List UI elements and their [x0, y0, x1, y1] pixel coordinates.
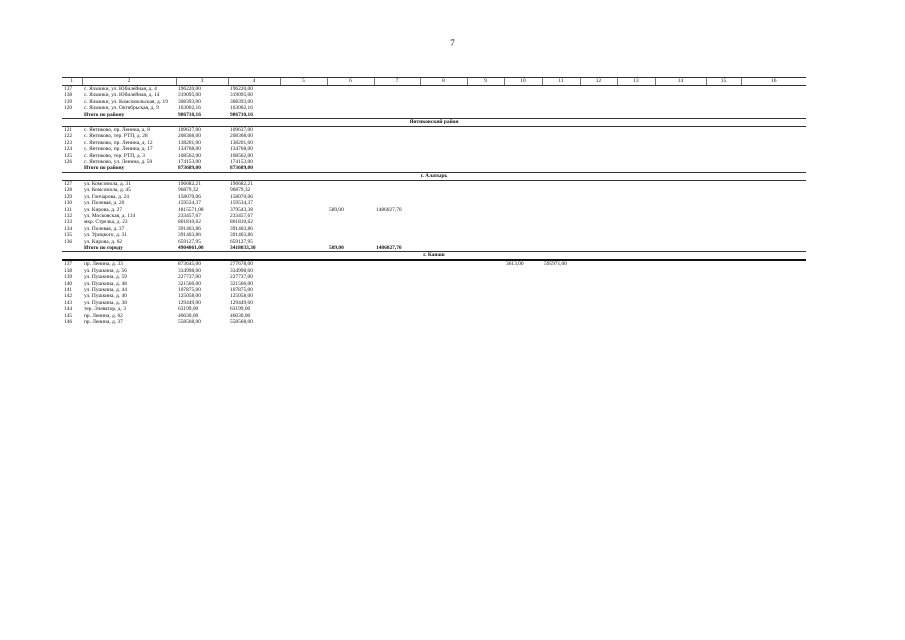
amount-cell	[706, 165, 741, 172]
amount-cell	[374, 86, 420, 93]
amount-cell	[617, 319, 655, 325]
amount-cell	[280, 112, 327, 119]
address-cell: ул. Полевая, д. 37	[84, 225, 125, 232]
table-row	[62, 319, 806, 325]
amount-cell	[280, 86, 327, 93]
amount-cell: 1486027,70	[376, 206, 402, 213]
amount-cell: 558568,00	[178, 319, 201, 325]
amount-cell: 595971,00	[544, 261, 567, 268]
amount-cell	[420, 112, 467, 119]
amount-cell	[741, 86, 806, 93]
amount-cell	[542, 127, 580, 134]
amount-cell: 1815571,08	[178, 206, 204, 213]
amount-cell: 391463,86	[230, 225, 253, 232]
amount-cell	[580, 86, 617, 93]
amount-cell	[580, 180, 617, 187]
amount-cell: 96879,32	[230, 187, 251, 194]
column-number-header	[62, 78, 806, 86]
table-row	[62, 180, 806, 187]
column-number-cell: 3	[176, 78, 228, 86]
table-row	[62, 260, 806, 267]
amount-cell	[580, 127, 617, 134]
row-number-cell: 144	[64, 306, 73, 313]
amount-cell	[655, 319, 706, 325]
amount-cell	[467, 86, 504, 93]
amount-cell: 196682,21	[178, 180, 201, 187]
amount-cell	[467, 245, 504, 252]
amount-cell	[327, 86, 374, 93]
row-number-cell: 128	[64, 187, 73, 194]
address-cell: ул. Кирова, д. 62	[84, 238, 123, 245]
amount-cell	[374, 319, 420, 325]
amount-cell	[655, 180, 706, 187]
amount-cell: 108562,00	[230, 152, 253, 159]
amount-cell	[542, 319, 580, 325]
amount-cell: 589,00	[329, 244, 344, 251]
amount-cell	[580, 165, 617, 172]
amount-cell: 3418033,30	[230, 244, 256, 251]
amount-cell	[467, 180, 504, 187]
amount-cell	[420, 165, 467, 172]
row-number-cell	[62, 245, 82, 252]
amount-cell: 109637,00	[230, 127, 253, 134]
amount-cell	[280, 319, 327, 325]
amount-cell	[542, 86, 580, 93]
address-cell: ул. Пушкина, д. 56	[84, 267, 127, 274]
amount-cell: 109637,00	[178, 127, 201, 134]
address-cell: пр. Ленина, д. 62	[84, 312, 123, 319]
amount-cell	[504, 165, 542, 172]
amount-cell: 233457,67	[178, 212, 201, 219]
amount-cell	[374, 260, 420, 267]
column-number-cell: 2	[82, 78, 176, 86]
amount-cell: 163002,16	[178, 105, 201, 112]
column-number-cell: 8	[420, 78, 467, 86]
column-number-cell: 11	[542, 78, 580, 86]
amount-cell	[580, 112, 617, 119]
table-body	[62, 78, 806, 326]
address-cell: ул. Пушкина, д. 48	[84, 280, 127, 287]
amount-cell: 308393,00	[230, 98, 253, 105]
amount-cell	[504, 245, 542, 252]
column-number-cell: 7	[374, 78, 420, 86]
amount-cell: 96879,32	[178, 187, 199, 194]
amount-cell: 174153,00	[230, 159, 253, 166]
total-row	[62, 112, 806, 119]
amount-cell: 134768,00	[230, 146, 253, 153]
section-title: г. Канаш	[62, 252, 806, 261]
amount-cell	[504, 86, 542, 93]
row-number-cell: 138	[64, 92, 73, 99]
column-number-cell: 16	[741, 78, 806, 86]
row-number-cell: 129	[64, 193, 73, 200]
address-cell: с. Яльчики, ул. Октябрьская, д. 9	[84, 105, 159, 112]
amount-cell: 138201,00	[230, 139, 253, 146]
amount-cell	[280, 260, 327, 267]
amount-cell	[741, 180, 806, 187]
amount-cell	[280, 180, 327, 187]
amount-cell	[655, 112, 706, 119]
column-number-cell: 10	[504, 78, 542, 86]
amount-cell: 308393,00	[178, 98, 201, 105]
address-cell: тер. Элеватор, д. 3	[84, 306, 126, 313]
column-number-cell: 15	[706, 78, 741, 86]
amount-cell: 125058,00	[178, 293, 201, 300]
column-number-cell: 9	[467, 78, 504, 86]
amount-cell	[655, 260, 706, 267]
amount-cell	[741, 260, 806, 267]
row-number-cell: 127	[64, 180, 73, 187]
address-cell: Итого по городу	[84, 244, 123, 251]
amount-cell	[580, 319, 617, 325]
row-number-cell: 132	[64, 212, 73, 219]
address-cell: ул. Гончарова, д. 24	[84, 193, 129, 200]
address-cell: ул. Кирова, д. 27	[84, 206, 123, 213]
amount-cell	[655, 245, 706, 252]
funding-table	[62, 77, 806, 325]
address-cell: ул. Полевая, д. 20	[84, 200, 125, 207]
row-number-cell: 131	[64, 206, 73, 213]
amount-cell	[741, 245, 806, 252]
amount-cell	[617, 112, 655, 119]
amount-cell	[580, 245, 617, 252]
amount-cell: 319095,00	[230, 92, 253, 99]
amount-cell: 558568,00	[230, 319, 253, 325]
column-number-cell: 4	[228, 78, 280, 86]
amount-cell	[467, 127, 504, 134]
section-header-row	[62, 252, 806, 261]
section-title: Янтиковский район	[62, 119, 806, 127]
row-number-cell: 122	[64, 133, 73, 140]
amount-cell: 277678,00	[230, 261, 253, 268]
amount-cell: 108562,00	[178, 152, 201, 159]
amount-cell	[617, 127, 655, 134]
row-number-cell: 137	[64, 261, 73, 268]
section-title: г. Алатырь	[62, 172, 806, 180]
amount-cell	[374, 180, 420, 187]
amount-cell: 986710,16	[230, 111, 253, 118]
row-number-cell: 126	[64, 159, 73, 166]
amount-cell	[374, 127, 420, 134]
row-number-cell: 135	[64, 232, 73, 239]
amount-cell: 379543,38	[230, 206, 253, 213]
amount-cell	[741, 165, 806, 172]
amount-cell: 208368,00	[178, 133, 201, 140]
amount-cell	[327, 319, 374, 325]
amount-cell: 801810,62	[230, 219, 253, 226]
row-number-cell: 141	[64, 286, 73, 293]
column-number-cell: 1	[62, 78, 82, 86]
amount-cell: 107875,00	[230, 286, 253, 293]
amount-cell: 163002,16	[230, 105, 253, 112]
address-cell: с. Янтиково, пр. Ленина, д. 8	[84, 127, 150, 134]
amount-cell: 46030,00	[178, 312, 199, 319]
amount-cell	[327, 165, 374, 172]
amount-cell	[706, 127, 741, 134]
table-row	[62, 127, 806, 134]
amount-cell	[504, 180, 542, 187]
amount-cell	[467, 319, 504, 325]
amount-cell	[420, 260, 467, 267]
address-cell: с. Яльчики, ул. Юбилейная, д. 14	[84, 92, 160, 99]
row-number-cell: 143	[64, 299, 73, 306]
page-number: 7	[450, 38, 455, 48]
address-cell: мкр. Стрелка, д. 23	[84, 219, 128, 226]
amount-cell	[706, 112, 741, 119]
amount-cell: 4904061,00	[178, 244, 204, 251]
amount-cell: 107875,00	[178, 286, 201, 293]
amount-cell	[741, 112, 806, 119]
amount-cell	[504, 112, 542, 119]
row-number-cell: 145	[64, 312, 73, 319]
amount-cell	[504, 319, 542, 325]
amount-cell	[706, 245, 741, 252]
amount-cell: 1486027,70	[376, 244, 402, 251]
amount-cell: 873689,00	[230, 165, 253, 172]
amount-cell: 125058,00	[230, 293, 253, 300]
row-number-cell: 121	[64, 127, 73, 134]
address-cell: пр. Ленина, д. 37	[84, 319, 123, 325]
amount-cell: 334998,00	[230, 267, 253, 274]
row-number-cell: 137	[64, 86, 73, 92]
address-cell: ул. Комсомола, д. 31	[84, 180, 131, 187]
amount-cell: 391463,86	[230, 232, 253, 239]
address-cell: с. Янтиково, пр. Ленина, д. 12	[84, 139, 153, 146]
address-cell: с. Янтиково, тер. РТП, д. 3	[84, 152, 145, 159]
row-number-cell	[62, 112, 82, 119]
amount-cell: 196220,00	[178, 86, 201, 92]
row-number-cell	[62, 165, 82, 172]
row-number-cell: 139	[64, 274, 73, 281]
row-number-cell: 123	[64, 139, 73, 146]
amount-cell: 196220,00	[230, 86, 253, 92]
amount-cell	[542, 165, 580, 172]
address-cell: пр. Ленина, д. 33	[84, 261, 123, 268]
row-number-cell: 120	[64, 105, 73, 112]
address-cell: ул. Пушкина, д. 38	[84, 299, 127, 306]
row-number-cell: 125	[64, 152, 73, 159]
amount-cell	[617, 86, 655, 93]
column-number-cell: 12	[580, 78, 617, 86]
amount-cell	[741, 127, 806, 134]
amount-cell	[655, 86, 706, 93]
amount-cell: 986710,16	[178, 111, 201, 118]
amount-cell	[467, 165, 504, 172]
amount-cell: 589,00	[329, 206, 344, 213]
amount-cell: 659127,95	[178, 238, 201, 245]
amount-cell: 158070,06	[178, 193, 201, 200]
amount-cell: 801810,62	[178, 219, 201, 226]
amount-cell: 159534,37	[230, 200, 253, 207]
total-row	[62, 245, 806, 252]
row-number-cell: 139	[64, 98, 73, 105]
amount-cell: 873645,00	[178, 261, 201, 268]
row-number-cell: 133	[64, 219, 73, 226]
address-cell: ул. Комсомола, д. 45	[84, 187, 131, 194]
amount-cell: 159534,37	[178, 200, 201, 207]
amount-cell	[420, 86, 467, 93]
amount-cell	[706, 180, 741, 187]
amount-cell	[617, 180, 655, 187]
amount-cell	[655, 127, 706, 134]
amount-cell: 138201,00	[178, 139, 201, 146]
amount-cell	[706, 260, 741, 267]
amount-cell	[280, 245, 327, 252]
amount-cell	[327, 112, 374, 119]
amount-cell: 129449,00	[230, 299, 253, 306]
row-number-cell: 124	[64, 146, 73, 153]
address-cell: с. Янтиково, пр. Ленина, д. 17	[84, 146, 153, 153]
row-number-cell: 134	[64, 225, 73, 232]
amount-cell	[542, 245, 580, 252]
amount-cell	[420, 127, 467, 134]
amount-cell: 873689,00	[178, 165, 201, 172]
amount-cell	[280, 165, 327, 172]
section-header-row	[62, 119, 806, 127]
address-cell: ул. Пушкина, д. 59	[84, 274, 127, 281]
amount-cell: 174153,00	[178, 159, 201, 166]
amount-cell: 134768,00	[178, 146, 201, 153]
amount-cell	[542, 180, 580, 187]
address-cell: Итого по району	[84, 111, 125, 118]
amount-cell	[420, 180, 467, 187]
amount-cell	[542, 112, 580, 119]
column-number-cell: 5	[280, 78, 327, 86]
amount-cell: 319095,00	[178, 92, 201, 99]
row-number-cell: 138	[64, 267, 73, 274]
address-cell: ул. Пушкина, д. 44	[84, 286, 127, 293]
amount-cell	[655, 165, 706, 172]
amount-cell	[420, 319, 467, 325]
amount-cell: 63199,00	[230, 306, 251, 313]
amount-cell	[467, 112, 504, 119]
amount-cell	[374, 112, 420, 119]
amount-cell	[741, 319, 806, 325]
amount-cell	[706, 319, 741, 325]
address-cell: с. Янтиково, ул. Ленина, д. 50	[84, 159, 153, 166]
address-cell: ул. Урицкого, д. 31	[84, 232, 127, 239]
row-number-cell: 146	[64, 319, 73, 325]
amount-cell	[420, 245, 467, 252]
amount-cell	[280, 127, 327, 134]
row-number-cell: 142	[64, 293, 73, 300]
address-cell: с. Яльчики, ул. Комсомольская, д. 19	[84, 98, 168, 105]
total-row	[62, 165, 806, 172]
amount-cell	[467, 260, 504, 267]
address-cell: Итого по району	[84, 165, 125, 172]
address-cell: ул. Пушкина, д. 40	[84, 293, 127, 300]
amount-cell: 227737,00	[230, 274, 253, 281]
amount-cell: 391463,86	[178, 225, 201, 232]
row-number-cell: 140	[64, 280, 73, 287]
column-number-cell: 14	[655, 78, 706, 86]
amount-cell: 158070,06	[230, 193, 253, 200]
column-number-cell: 6	[327, 78, 374, 86]
amount-cell: 46030,00	[230, 312, 251, 319]
row-number-cell: 130	[64, 200, 73, 207]
amount-cell	[617, 260, 655, 267]
column-number-cell: 13	[617, 78, 655, 86]
address-cell: с. Яльчики, ул. Юбилейная, д. 4	[84, 86, 157, 92]
amount-cell: 321566,00	[178, 280, 201, 287]
amount-cell: 196682,21	[230, 180, 253, 187]
amount-cell: 227737,00	[178, 274, 201, 281]
amount-cell	[617, 165, 655, 172]
amount-cell: 391463,86	[178, 232, 201, 239]
address-cell: с. Янтиково, тер. РТП, д. 28	[84, 133, 148, 140]
amount-cell	[327, 260, 374, 267]
amount-cell: 3613,00	[506, 261, 524, 268]
amount-cell	[617, 245, 655, 252]
amount-cell: 321566,00	[230, 280, 253, 287]
amount-cell	[327, 127, 374, 134]
amount-cell	[504, 127, 542, 134]
section-header-row	[62, 172, 806, 180]
amount-cell: 63199,00	[178, 306, 199, 313]
amount-cell: 233457,67	[230, 212, 253, 219]
amount-cell	[580, 260, 617, 267]
amount-cell: 208368,00	[230, 133, 253, 140]
amount-cell: 659127,95	[230, 238, 253, 245]
amount-cell	[706, 86, 741, 93]
amount-cell: 334998,00	[178, 267, 201, 274]
amount-cell	[374, 165, 420, 172]
address-cell: ул. Московская, д. 114	[84, 212, 136, 219]
amount-cell	[327, 180, 374, 187]
table-row	[62, 86, 806, 93]
amount-cell: 129449,00	[178, 299, 201, 306]
row-number-cell: 136	[64, 238, 73, 245]
